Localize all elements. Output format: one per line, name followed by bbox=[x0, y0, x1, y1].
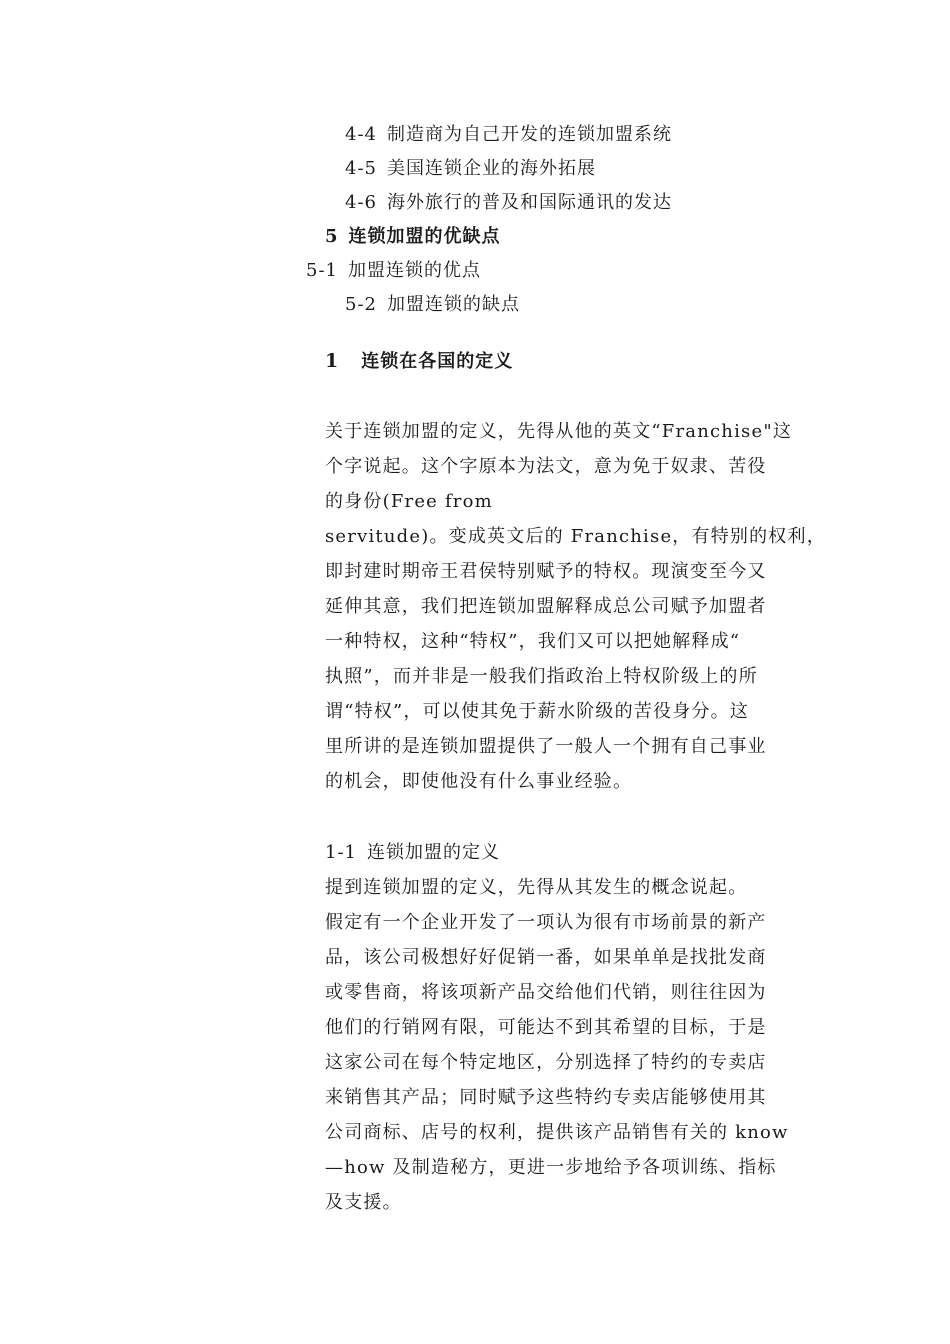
paragraph-line: 这家公司在每个特定地区，分别选择了特约的专卖店 bbox=[325, 1052, 767, 1073]
toc-item bbox=[306, 259, 481, 283]
paragraph-line: —how 及制造秘方，更进一步地给予各项训练、指标 bbox=[325, 1157, 777, 1178]
paragraph-line: 公司商标、店号的权利，提供该产品销售有关的 know bbox=[325, 1122, 789, 1143]
toc-item-number: 4-6 bbox=[345, 192, 377, 213]
paragraph-line: 假定有一个企业开发了一项认为很有市场前景的新产 bbox=[325, 912, 767, 933]
toc-item bbox=[325, 225, 501, 249]
toc-item-number: 4-4 bbox=[345, 124, 377, 145]
toc-item bbox=[345, 293, 520, 317]
body-paragraph bbox=[325, 870, 810, 1220]
paragraph-line: 即封建时期帝王君侯特别赋予的特权。现演变至今又 bbox=[325, 561, 767, 582]
toc-item-text: 美国连锁企业的海外拓展 bbox=[387, 158, 596, 179]
paragraph-line: 个字说起。这个字原本为法文，意为免于奴隶、苦役 bbox=[325, 456, 767, 477]
paragraph-line: 执照”，而并非是一般我们指政治上特权阶级上的所 bbox=[325, 666, 758, 687]
toc-item bbox=[345, 157, 596, 181]
paragraph-line: 关于连锁加盟的定义，先得从他的英文“Franchise"这 bbox=[325, 421, 793, 442]
toc-item-number: 5-2 bbox=[345, 294, 377, 315]
toc-item-text: 加盟连锁的优点 bbox=[348, 260, 481, 281]
toc-item-number: 4-5 bbox=[345, 158, 377, 179]
paragraph-line: 他们的行销网有限，可能达不到其希望的目标，于是 bbox=[325, 1017, 767, 1038]
body-paragraph bbox=[325, 414, 826, 799]
subsection-heading bbox=[325, 841, 500, 865]
toc-item-number: 5 bbox=[325, 226, 339, 247]
toc-item-text: 连锁加盟的优缺点 bbox=[348, 226, 501, 247]
paragraph-line: 及支援。 bbox=[325, 1192, 402, 1213]
toc-item-text: 制造商为自己开发的连锁加盟系统 bbox=[387, 124, 672, 145]
subsection-number: 1-1 bbox=[325, 842, 357, 863]
paragraph-line: 的身份(Free from bbox=[325, 491, 493, 512]
paragraph-line: 来销售其产品；同时赋予这些特约专卖店能够使用其 bbox=[325, 1087, 767, 1108]
paragraph-line: 里所讲的是连锁加盟提供了一般人一个拥有自己事业 bbox=[325, 736, 767, 757]
section-title: 连锁在各国的定义 bbox=[361, 351, 514, 372]
toc-item bbox=[345, 191, 672, 215]
subsection-title: 连锁加盟的定义 bbox=[367, 842, 500, 863]
paragraph-line: 谓“特权”，可以使其免于薪水阶级的苦役身分。这 bbox=[325, 701, 750, 722]
section-number: 1 bbox=[325, 350, 340, 372]
paragraph-line: 品，该公司极想好好促销一番，如果单单是找批发商 bbox=[325, 947, 767, 968]
toc-item bbox=[345, 123, 672, 147]
paragraph-line: 提到连锁加盟的定义，先得从其发生的概念说起。 bbox=[325, 877, 748, 898]
paragraph-line: 延伸其意，我们把连锁加盟解释成总公司赋予加盟者 bbox=[325, 596, 767, 617]
toc-item-text: 海外旅行的普及和国际通讯的发达 bbox=[387, 192, 672, 213]
toc-item-text: 加盟连锁的缺点 bbox=[387, 294, 520, 315]
paragraph-line: 的机会，即使他没有什么事业经验。 bbox=[325, 771, 633, 792]
paragraph-line: servitude)。变成英文后的 Franchise，有特别的权利， bbox=[325, 526, 826, 547]
section-heading bbox=[325, 349, 513, 374]
toc-item-number: 5-1 bbox=[306, 260, 338, 281]
paragraph-line: 一种特权，这种“特权”，我们又可以把她解释成“ bbox=[325, 631, 741, 652]
paragraph-line: 或零售商，将该项新产品交给他们代销，则往往因为 bbox=[325, 982, 767, 1003]
